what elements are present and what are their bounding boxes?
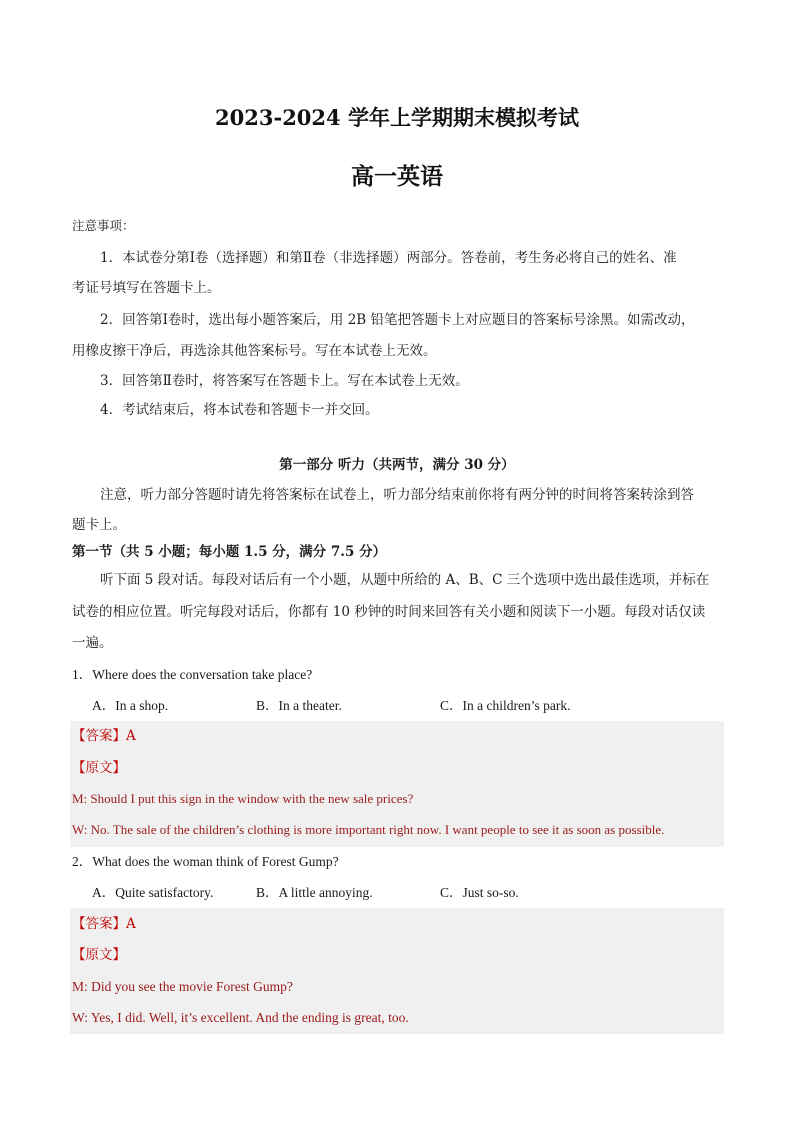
note-item-1-line-2: 考证号填写在答题卡上。 — [72, 280, 221, 296]
question-1-answer — [72, 726, 722, 746]
notes-heading: 注意事项： — [72, 218, 135, 233]
part1-heading: 第一部分 听力（共两节，满分 30 分） — [279, 457, 515, 473]
note-item-3: 3．回答第Ⅱ卷时，将答案写在答题卡上。写在本试卷上无效。 — [100, 373, 469, 389]
question-2-option-b: B．A little annoying. — [256, 885, 373, 900]
section1-instructions-line-1: 听下面 5 段对话。每段对话后有一个小题，从题中所给的 A、B、C 三个选项中选出最佳选项，并标在 — [100, 572, 710, 588]
question-1-option-b: B．In a theater. — [256, 698, 342, 713]
question-2-transcript-line-1: M: Did you see the movie Forest Gump? — [72, 979, 293, 994]
section1-heading: 第一节（共 5 小题；每小题 1.5 分，满分 7.5 分） — [72, 544, 387, 560]
question-1-transcript-line-2: W: No. The sale of the children’s clothing is more important right now. I want people to see it as soon as possible. — [72, 822, 665, 837]
question-1-options — [0, 696, 794, 716]
question-2-answer — [72, 914, 722, 934]
exam-title: 2023-2024 学年上学期期末模拟考试 — [215, 105, 579, 130]
answer-value: A — [126, 728, 136, 744]
transcript-label: 【原文】 — [72, 760, 126, 776]
section1-instructions-line-3: 一遍。 — [72, 635, 113, 651]
answer-label: 【答案】 — [72, 728, 126, 744]
question-2-transcript-label — [72, 945, 722, 965]
transcript-label: 【原文】 — [72, 947, 126, 963]
question-2-option-c: C．Just so-so. — [440, 885, 519, 900]
answer-value: A — [126, 916, 136, 932]
question-1-option-a: A．In a shop. — [92, 698, 169, 713]
question-1-transcript-label — [72, 758, 722, 778]
answer-label: 【答案】 — [72, 916, 126, 932]
part1-note-line-2: 题卡上。 — [72, 517, 126, 533]
question-1-option-c: C．In a children’s park. — [440, 698, 571, 713]
note-item-1-line-1: 1．本试卷分第Ⅰ卷（选择题）和第Ⅱ卷（非选择题）两部分。答卷前，考生务必将自己的姓名、准 — [100, 250, 677, 266]
part1-note-line-1: 注意，听力部分答题时请先将答案标在试卷上，听力部分结束前你将有两分钟的时间将答案转涂到答 — [100, 487, 694, 503]
question-2-transcript-line-2: W: Yes, I did. Well, it’s excellent. And the ending is great, too. — [72, 1010, 409, 1025]
question-2-option-a: A．Quite satisfactory. — [92, 885, 214, 900]
question-1-stem: 1．Where does the conversation take place? — [72, 667, 313, 682]
note-item-4: 4．考试结束后，将本试卷和答题卡一并交回。 — [100, 402, 379, 418]
question-2-stem: 2．What does the woman think of Forest Gump? — [72, 854, 339, 869]
exam-subject: 高一英语 — [351, 163, 443, 190]
note-item-2-line-1: 2．回答第Ⅰ卷时，选出每小题答案后，用 2B 铅笔把答题卡上对应题目的答案标号涂黑。如需改动， — [100, 312, 695, 328]
note-item-2-line-2: 用橡皮擦干净后，再选涂其他答案标号。写在本试卷上无效。 — [72, 343, 437, 359]
question-1-transcript-line-1: M: Should I put this sign in the window with the new sale prices? — [72, 791, 414, 806]
section1-instructions-line-2: 试卷的相应位置。听完每段对话后，你都有 10 秒钟的时间来回答有关小题和阅读下一小题。每段对话仅读 — [72, 604, 706, 620]
question-2-options — [0, 883, 794, 903]
